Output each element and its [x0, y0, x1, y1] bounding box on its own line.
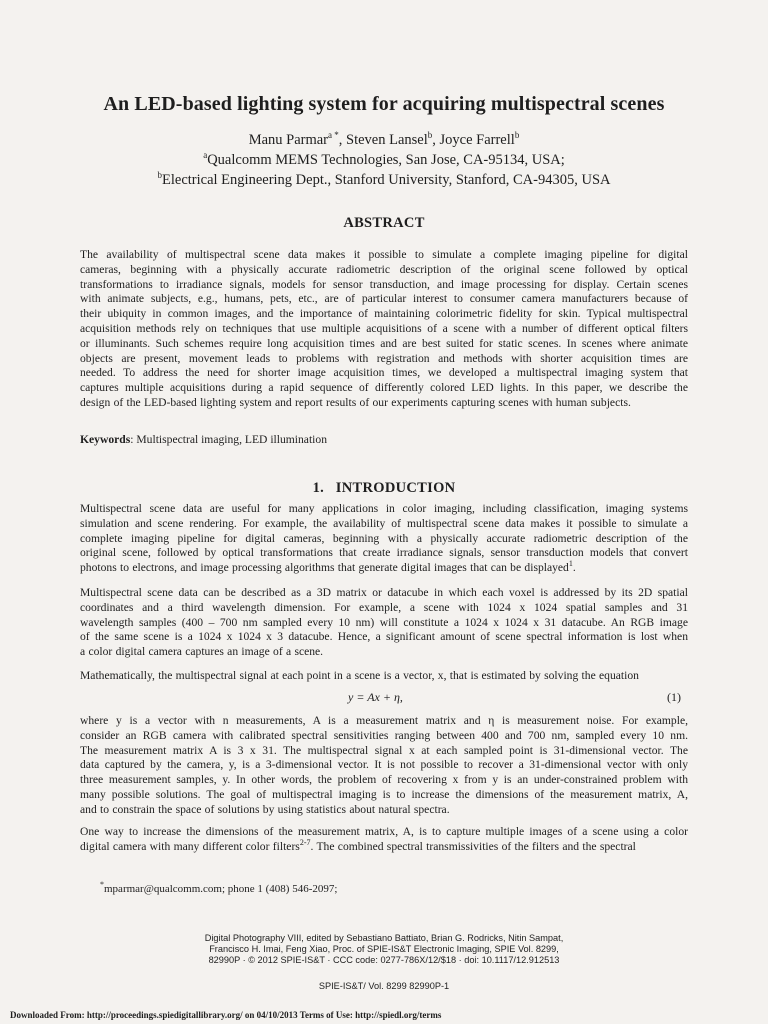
- intro-p4-line: The measurement matrix A is 3 x 31. The multispectral signal x at each sampled point is 31-dimensional vector. The: [80, 743, 688, 757]
- keywords: [80, 433, 327, 446]
- intro-p1-citation: 1: [568, 559, 573, 569]
- affiliation-a: [0, 150, 768, 170]
- introduction-heading: 1. INTRODUCTION: [312, 480, 456, 496]
- intro-paragraph-3-line: Mathematically, the multispectral signal at each point in a scene is a vector, x, that is estimated by solving the equation: [80, 669, 639, 682]
- abstract-body: [80, 248, 688, 411]
- intro-p1-line: Multispectral scene data are useful for many applications in color imaging, including classification, imaging systems: [80, 502, 688, 515]
- author-3: , Joyce Farrell: [432, 132, 515, 148]
- credit-line: Francisco H. Imai, Feng Xiao, Proc. of SPIE-IS&T Electronic Imaging, SPIE Vol. 8299,: [209, 944, 559, 954]
- author-3-sup: b: [514, 130, 520, 140]
- abstract-line: or illuminants. Such schemes require long acquisition times and are best suited for static scenes. In scenes where animate: [80, 336, 688, 350]
- intro-p1-line: original scene, followed by optical transformations that create irradiance signals, sensor transduction models that convert: [80, 546, 688, 560]
- intro-p5-line-end: . The combined spectral transmissivities of the filters and the spectral: [310, 839, 636, 853]
- paper-title: An LED-based lighting system for acquiring multispectral scenes: [103, 93, 665, 115]
- abstract-line: needed. To address the need for shorter image acquisition times, we developed a multispectral imaging system that: [80, 366, 688, 380]
- intro-p4-line: and to constrain the space of solutions by using statistics about natural spectra.: [80, 802, 450, 816]
- abstract-line: objects are present, movement leads to problems with registration and methods with shorter acquisition times are: [80, 351, 688, 365]
- intro-p4-line: many possible solutions. The goal of multispectral imaging is to increase the dimensions of the measurement matrix, A,: [80, 787, 688, 801]
- abstract-heading: ABSTRACT: [343, 215, 425, 231]
- intro-paragraph-3: [80, 669, 688, 684]
- intro-p4-line: where y is a vector with n measurements, A is a measurement matrix and η is measurement noise. For example,: [80, 714, 688, 727]
- author-1-sup: a *: [328, 130, 339, 140]
- intro-p1-line: photons to electrons, and image processing algorithms that generate digital images that can be displayed$^1$.: [80, 559, 576, 575]
- keywords-label: Keywords: [80, 433, 131, 446]
- download-notice: Downloaded From: http://proceedings.spiedigitallibrary.org/ on 04/10/2013 Terms of Use: http://spiedl.org/terms: [10, 1010, 442, 1020]
- author-line: [0, 130, 768, 150]
- intro-p2-line: wavelength samples (400 – 700 nm sampled every 10 nm) will constitute a 1024 x 1024 x 31 datacube. An RGB image: [80, 615, 688, 629]
- abstract-line: cameras, beginning with a physically accurate radiometric description of the original scene followed by optical: [80, 262, 688, 276]
- keywords-text: : Multispectral imaging, LED illumination: [130, 433, 327, 446]
- intro-p2-line: coordinates and a third wavelength dimension. For example, a scene with 1024 x 1024 spatial samples and 31: [80, 600, 688, 614]
- footnote-text: mparmar@qualcomm.com; phone 1 (408) 546-2097;: [104, 883, 338, 895]
- author-2-sup: b: [427, 130, 433, 140]
- footnote-sup: *: [100, 880, 104, 889]
- equation-expression: y = Ax + η,: [348, 690, 403, 704]
- intro-p5-line: One way to increase the dimensions of the measurement matrix, A, is to capture multiple images of a scene using a color: [80, 825, 688, 838]
- intro-paragraph-4: [80, 714, 688, 818]
- abstract-line: acquisition methods rely on techniques that use multiple acquisitions of a scene with a number of different optical filters: [80, 321, 688, 335]
- abstract-line: captures multiple acquisitions during a rapid sequence of differently colored LED lights. In this paper, we describe the: [80, 381, 688, 395]
- intro-p2-line: of the same scene is a 1024 x 1024 x 3 datacube. Hence, a significant amount of scene spectral information is lost when: [80, 630, 688, 644]
- publication-credit: [0, 933, 768, 966]
- equation-number: (1): [667, 690, 681, 704]
- affiliation-a-sup: a: [203, 150, 208, 160]
- intro-p2-line: Multispectral scene data can be described as a 3D matrix or datacube in which each voxel is addressed by its 2D spatial: [80, 586, 688, 599]
- intro-p4-line: data captured by the camera, y, is a 3-dimensional vector. It is not possible to recover a 31-dimensional vector with only: [80, 758, 688, 772]
- intro-p1-line: simulation and scene rendering. For example, the availability of multispectral scene data makes it possible to simulate a: [80, 516, 688, 530]
- intro-p4-line: consider an RGB camera with calibrated spectral sensitivities ranging between 400 and 700 nm, sampled every 10 nm.: [80, 728, 688, 742]
- intro-paragraph-2: [80, 586, 688, 660]
- affiliation-b-sup: b: [157, 170, 163, 180]
- abstract-line: their ubiquity in common images, and the importance of maintaining colorimetric fidelity for skin. Typical multispectral: [80, 307, 688, 321]
- abstract-line: design of the LED-based lighting system and report results of our experiments capturing scenes with human subjects.: [80, 395, 631, 409]
- author-block: [0, 130, 768, 190]
- intro-p5-citation: 2-7: [299, 837, 311, 847]
- intro-paragraph-5: [80, 825, 688, 855]
- intro-p1-line: complete imaging pipeline for digital cameras, beginning with a physically accurate radiometric description of the: [80, 531, 688, 545]
- intro-p1-line-end: .: [572, 561, 576, 575]
- abstract-line: with animate subjects, e.g., humans, pets, etc., are of particular interest to consumer camera manufacturers because of: [80, 292, 688, 306]
- affiliation-a-text: Qualcomm MEMS Technologies, San Jose, CA-95134, USA;: [207, 152, 565, 168]
- intro-paragraph-1: [80, 502, 688, 576]
- intro-p2-line: a color digital camera captures an image of a scene.: [80, 645, 324, 659]
- abstract-line: The availability of multispectral scene data makes it possible to simulate a complete imaging pipeline for digital: [80, 248, 688, 261]
- abstract-line: transformations to irradiance signals, models for sensor transduction, and image processing for display. Certain scenes: [80, 277, 688, 291]
- author-1: Manu Parmar: [248, 132, 329, 148]
- affiliation-b-text: Electrical Engineering Dept., Stanford University, Stanford, CA-94305, USA: [162, 172, 611, 188]
- intro-p4-line: three measurement samples, y. In other words, the problem of recovering x from y is an under-constrained problem with: [80, 773, 688, 787]
- author-2: , Steven Lansel: [338, 132, 428, 148]
- intro-p5-line: digital camera with many different color filters$^{2-7}$. The combined spectral transmissivities of the filters and the spectral: [80, 837, 636, 853]
- footnote: [100, 880, 338, 895]
- affiliation-b: [0, 170, 768, 190]
- page-identifier: SPIE-IS&T/ Vol. 8299 82990P-1: [318, 981, 450, 991]
- credit-line: 82990P · © 2012 SPIE-IS&T · CCC code: 0277-786X/12/$18 · doi: 10.1117/12.912513: [208, 955, 560, 965]
- credit-line: Digital Photography VIII, edited by Sebastiano Battiato, Brian G. Rodricks, Nitin Sampat,: [204, 933, 564, 943]
